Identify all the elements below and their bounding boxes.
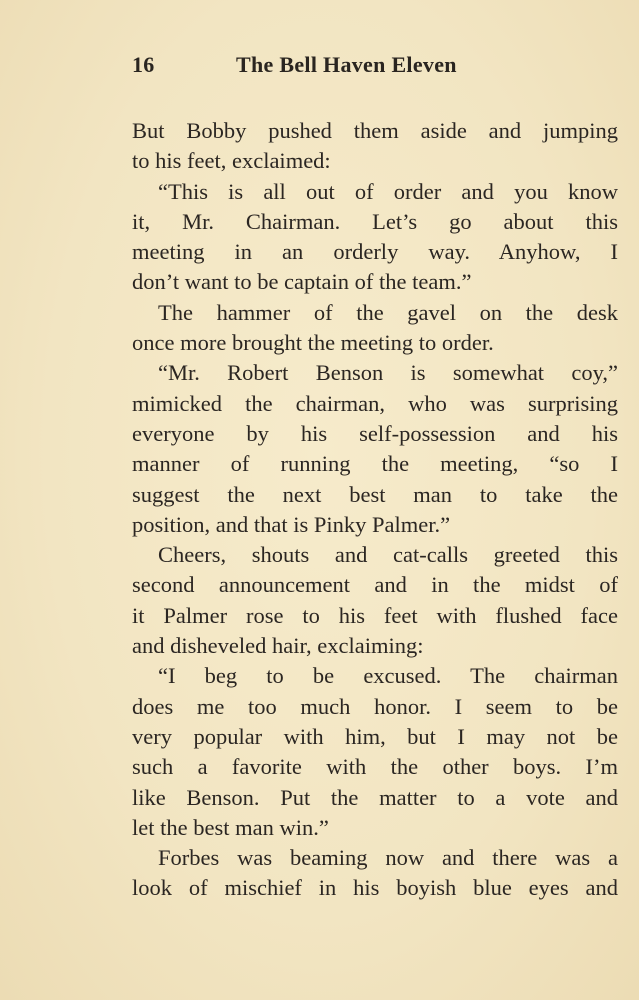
text-line: does me too much honor. I seem to be (132, 693, 618, 719)
text-line: look of mischief in his boyish blue eyes and (132, 875, 618, 901)
text-line: “I beg to be excused. The chairman (158, 663, 618, 689)
running-head: The Bell Haven Eleven (236, 52, 457, 77)
text-line: Cheers, shouts and cat-calls greeted this (158, 542, 618, 568)
text-line: But Bobby pushed them aside and jumping (132, 118, 618, 143)
text-line: don’t want to be captain of the team.” (132, 269, 472, 295)
text-line: and disheveled hair, exclaiming: (132, 633, 424, 659)
text-line: it Palmer rose to his feet with flushed face (132, 602, 618, 628)
text-line: manner of running the meeting, “so I (132, 451, 618, 477)
text-line: position, and that is Pinky Palmer.” (132, 511, 451, 537)
text-line: very popular with him, but I may not be (132, 723, 618, 749)
text-line: let the best man win.” (132, 814, 329, 840)
text-line: “This is all out of order and you know (158, 178, 618, 204)
page-number: 16 (132, 52, 155, 77)
text-line: “Mr. Robert Benson is somewhat coy,” (158, 360, 618, 386)
text-line: The hammer of the gavel on the desk (158, 299, 618, 325)
text-line: suggest the next best man to take the (132, 481, 618, 507)
page-header (132, 48, 518, 82)
text-line: mimicked the chairman, who was surprising (132, 390, 618, 416)
text-line: such a favorite with the other boys. I’m (132, 754, 618, 780)
body-text (132, 116, 618, 904)
text-line: meeting in an orderly way. Anyhow, I (132, 239, 618, 265)
text-line: Forbes was beaming now and there was a (158, 845, 618, 871)
text-line: everyone by his self-possession and his (132, 420, 618, 446)
text-line: it, Mr. Chairman. Let’s go about this (132, 208, 618, 234)
text-line: like Benson. Put the matter to a vote and (132, 784, 618, 810)
text-line: second announcement and in the midst of (132, 572, 618, 598)
text-line: once more brought the meeting to order. (132, 330, 494, 356)
text-line: to his feet, exclaimed: (132, 148, 331, 174)
